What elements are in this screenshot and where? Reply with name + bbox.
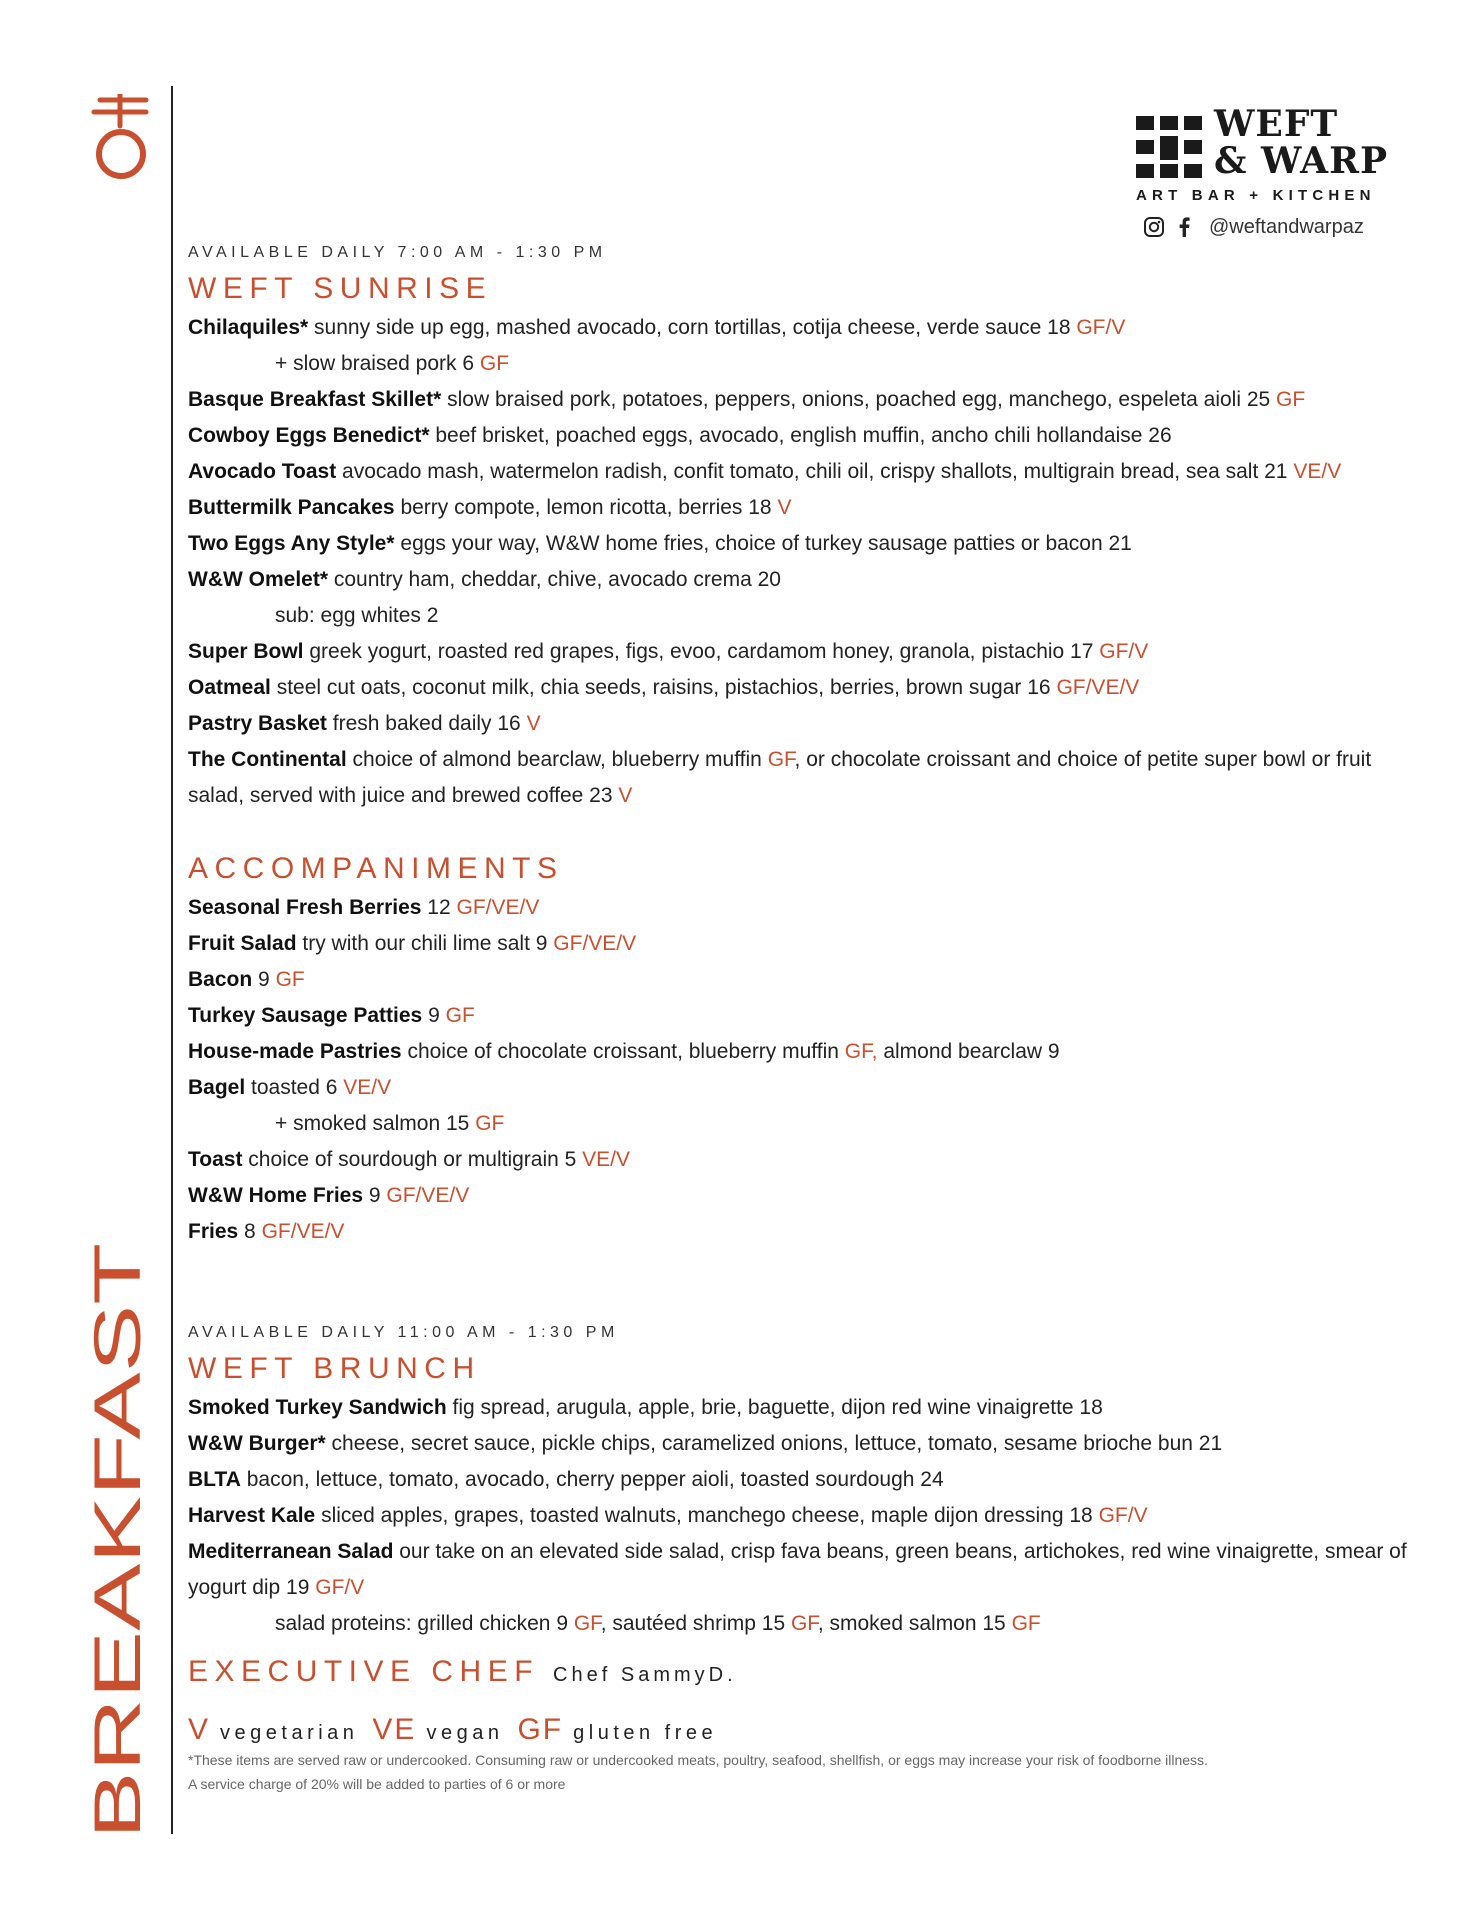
menu-item-avocado-toast: Avocado Toast avocado mash, watermelon radish, confit tomato, chili oil, crispy shallots, multigrain bread, sea salt 21 VE/V [188,460,1342,483]
menu-item-omelet: W&W Omelet* country ham, cheddar, chive, avocado crema 20 [188,568,781,591]
menu-item-fresh-berries: Seasonal Fresh Berries 12 GF/VE/V [188,896,540,919]
executive-chef [188,1650,1428,1694]
social-links [1143,214,1364,240]
legend-word-v: vegetarian [220,1722,359,1744]
menu-item-harvest-kale: Harvest Kale sliced apples, grapes, toasted walnuts, manchego cheese, maple dijon dressing 18 GF/V [188,1504,1148,1527]
menu-item-continental: The Continental choice of almond bearclaw, blueberry muffin GF, or chocolate croissant and choice of petite super bowl or fruit salad, served with juice and brewed coffee 23 V [188,748,1372,807]
menu-item-addon-egg-whites: sub: egg whites 2 [275,604,439,627]
brunch-title: WEFT BRUNCH [188,1352,481,1385]
service-charge-notice: A service charge of 20% will be added to parties of 6 or more [188,1776,566,1792]
menu-item-pastries: House-made Pastries choice of chocolate croissant, blueberry muffin GF, almond bearclaw 9 [188,1040,1060,1063]
accompaniments-title: ACCOMPANIMENTS [188,852,564,885]
fork-knife-logo-icon [84,94,154,184]
menu-item-pastry-basket: Pastry Basket fresh baked daily 16 V [188,712,541,735]
dietary-legend [188,1712,1428,1748]
menu-item-salad-proteins: salad proteins: grilled chicken 9 GF, sautéed shrimp 15 GF, smoked salmon 15 GF [275,1612,1041,1635]
instagram-icon[interactable] [1143,216,1165,238]
legend-code-gf: GF [517,1713,564,1746]
menu-item-turkey-sausage: Turkey Sausage Patties 9 GF [188,1004,475,1027]
menu-item-buttermilk-pancakes: Buttermilk Pancakes berry compote, lemon ricotta, berries 18 V [188,496,792,519]
svg-text:BREAKFAST: BREAKFAST [80,1450,154,1839]
menu-item-toast: Toast choice of sourdough or multigrain 5 VE/V [188,1148,631,1171]
menu-item-fries: Fries 8 GF/VE/V [188,1220,345,1243]
menu-item-basque-skillet: Basque Breakfast Skillet* slow braised pork, potatoes, peppers, onions, poached egg, manchego, espeleta aioli 25 GF [188,388,1306,411]
menu-item-blta: BLTA bacon, lettuce, tomato, avocado, cherry pepper aioli, toasted sourdough 24 [188,1468,944,1491]
legend-code-v: V [188,1713,211,1746]
facebook-icon[interactable] [1173,216,1195,238]
weave-logo-icon [1136,116,1202,180]
menu-item-burger: W&W Burger* cheese, secret sauce, pickle chips, caramelized onions, lettuce, tomato, sesame brioche bun 21 [188,1432,1223,1455]
legend-word-ve: vegan [426,1722,504,1744]
brand-name-line2: & WARP [1214,140,1389,182]
menu-item-bagel: Bagel toasted 6 VE/V [188,1076,392,1099]
chef-name: Chef SammyD. [553,1664,737,1686]
menu-content [188,238,1428,1796]
menu-item-addon-pork: + slow braised pork 6 GF [275,352,510,375]
menu-item-turkey-sandwich: Smoked Turkey Sandwich fig spread, arugula, apple, brie, baguette, dijon red wine vinaigrette 18 [188,1396,1103,1419]
social-handle[interactable]: @weftandwarpaz [1209,215,1364,238]
menu-item-chilaquiles: Chilaquiles* sunny side up egg, mashed avocado, corn tortillas, cotija cheese, verde sauce 18 GF/V [188,316,1126,339]
menu-item-bacon: Bacon 9 GF [188,968,305,991]
menu-item-oatmeal: Oatmeal steel cut oats, coconut milk, chia seeds, raisins, pistachios, berries, brown sugar 16 GF/VE/V [188,676,1140,699]
menu-item-fruit-salad: Fruit Salad try with our chili lime salt 9 GF/VE/V [188,932,637,955]
legend-code-ve: VE [372,1713,417,1746]
menu-item-home-fries: W&W Home Fries 9 GF/VE/V [188,1184,470,1207]
chef-title: EXECUTIVE CHEF [188,1655,540,1688]
sunrise-title: WEFT SUNRISE [188,272,493,305]
menu-item-super-bowl: Super Bowl greek yogurt, roasted red grapes, figs, evoo, cardamom honey, granola, pistachio 17 GF/V [188,640,1149,663]
brunch-hours: AVAILABLE DAILY 11:00 AM - 1:30 PM [188,1324,619,1341]
menu-item-cowboy-benedict: Cowboy Eggs Benedict* beef brisket, poached eggs, avocado, english muffin, ancho chili hollandaise 26 [188,424,1172,447]
menu-item-addon-salmon: + smoked salmon 15 GF [275,1112,505,1135]
menu-item-mediterranean-salad: Mediterranean Salad our take on an elevated side salad, crisp fava beans, green beans, artichokes, red wine vinaigrette, smear of yogurt dip 19 GF/V [188,1540,1407,1599]
side-title-breakfast [64,1235,172,1843]
brand-name [1214,103,1389,182]
raw-food-notice: *These items are served raw or undercooked. Consuming raw or undercooked meats, poultry, seafood, shellfish, or eggs may increase your risk of foodborne illness. [188,1752,1208,1768]
menu-item-two-eggs: Two Eggs Any Style* eggs your way, W&W home fries, choice of turkey sausage patties or bacon 21 [188,532,1132,555]
brand-tagline: ART BAR + KITCHEN [1136,187,1376,204]
brand-name-line1: WEFT [1214,103,1339,145]
legend-word-gf: gluten free [573,1722,718,1744]
sunrise-hours: AVAILABLE DAILY 7:00 AM - 1:30 PM [188,244,607,261]
